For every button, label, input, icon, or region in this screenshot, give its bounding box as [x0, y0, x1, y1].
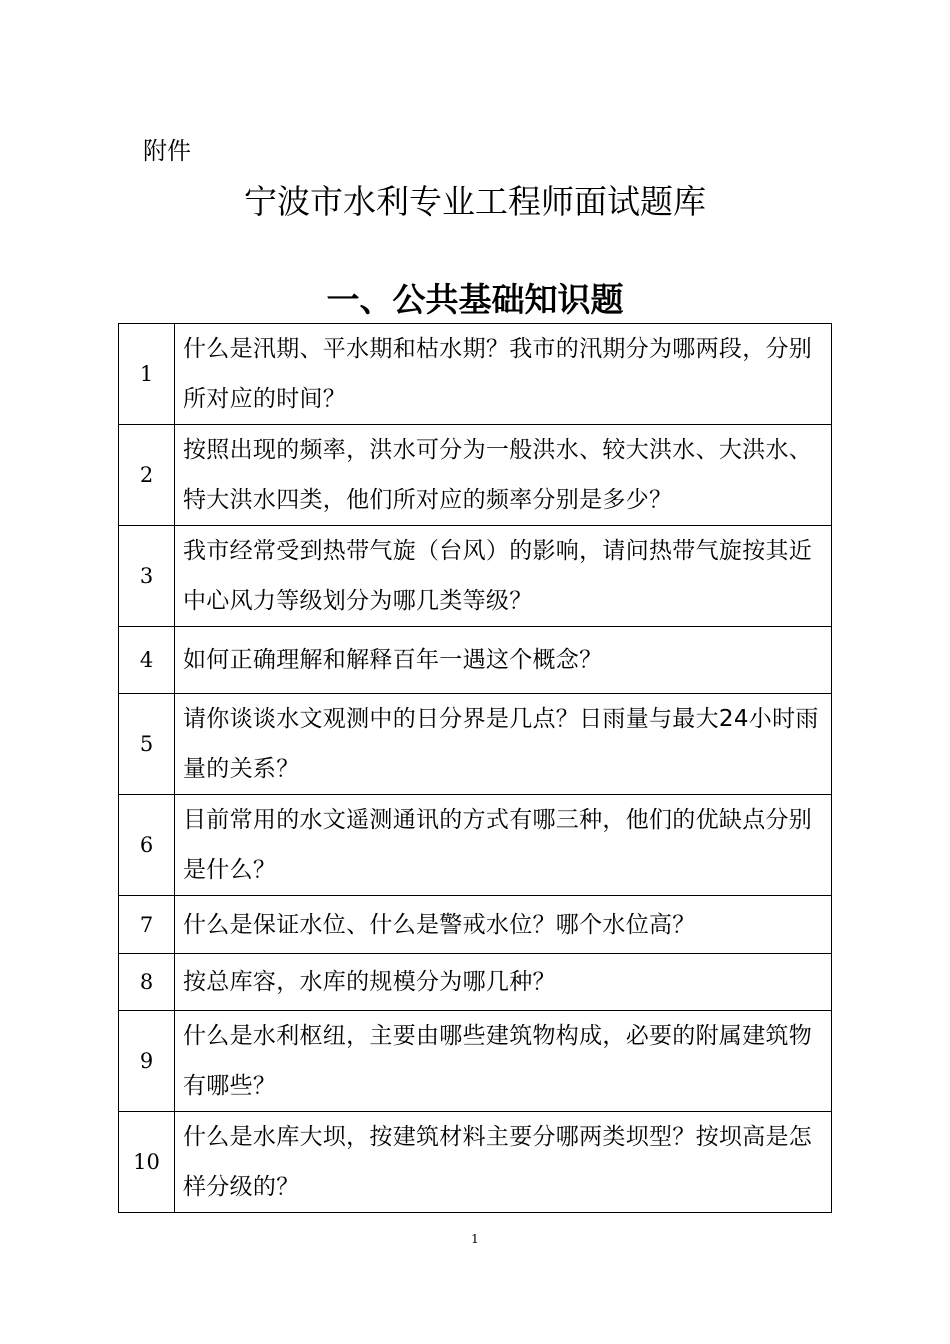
question-text: 按照出现的频率，洪水可分为一般洪水、较大洪水、大洪水、特大洪水四类，他们所对应的频率分别是多少？: [175, 425, 832, 526]
question-text: 如何正确理解和解释百年一遇这个概念？: [175, 627, 832, 694]
table-row: [119, 1011, 832, 1112]
question-number: 9: [119, 1011, 175, 1112]
question-text: 我市经常受到热带气旋（台风）的影响，请问热带气旋按其近中心风力等级划分为哪几类等级？: [175, 526, 832, 627]
question-number: 6: [119, 795, 175, 896]
question-number: 4: [119, 627, 175, 694]
table-row: [119, 795, 832, 896]
table-row: [119, 425, 832, 526]
attachment-label: 附件: [143, 137, 191, 165]
table-row: [119, 324, 832, 425]
page-number: 1: [471, 1232, 479, 1246]
question-number: 8: [119, 954, 175, 1011]
section-title: 一、公共基础知识题: [326, 280, 624, 319]
question-number: 5: [119, 694, 175, 795]
question-text: 目前常用的水文遥测通讯的方式有哪三种，他们的优缺点分别是什么？: [175, 795, 832, 896]
question-text: 请你谈谈水文观测中的日分界是几点？日雨量与最大24小时雨量的关系？: [175, 694, 832, 795]
table-row: [119, 954, 832, 1011]
document-title: 宁波市水利专业工程师面试题库: [244, 182, 706, 221]
table-row: [119, 627, 832, 694]
question-number: 2: [119, 425, 175, 526]
table-row: [119, 896, 832, 954]
question-number: 7: [119, 896, 175, 954]
table-row: [119, 694, 832, 795]
question-number: 3: [119, 526, 175, 627]
question-table: [118, 323, 832, 1213]
question-number: 1: [119, 324, 175, 425]
question-text: 什么是保证水位、什么是警戒水位？哪个水位高？: [175, 896, 832, 954]
table-row: [119, 526, 832, 627]
table-row: [119, 1112, 832, 1213]
question-text: 按总库容，水库的规模分为哪几种？: [175, 954, 832, 1011]
question-number: 10: [119, 1112, 175, 1213]
question-text: 什么是水利枢纽，主要由哪些建筑物构成，必要的附属建筑物有哪些？: [175, 1011, 832, 1112]
question-text: 什么是汛期、平水期和枯水期？我市的汛期分为哪两段，分别所对应的时间？: [175, 324, 832, 425]
question-text: 什么是水库大坝，按建筑材料主要分哪两类坝型？按坝高是怎样分级的？: [175, 1112, 832, 1213]
